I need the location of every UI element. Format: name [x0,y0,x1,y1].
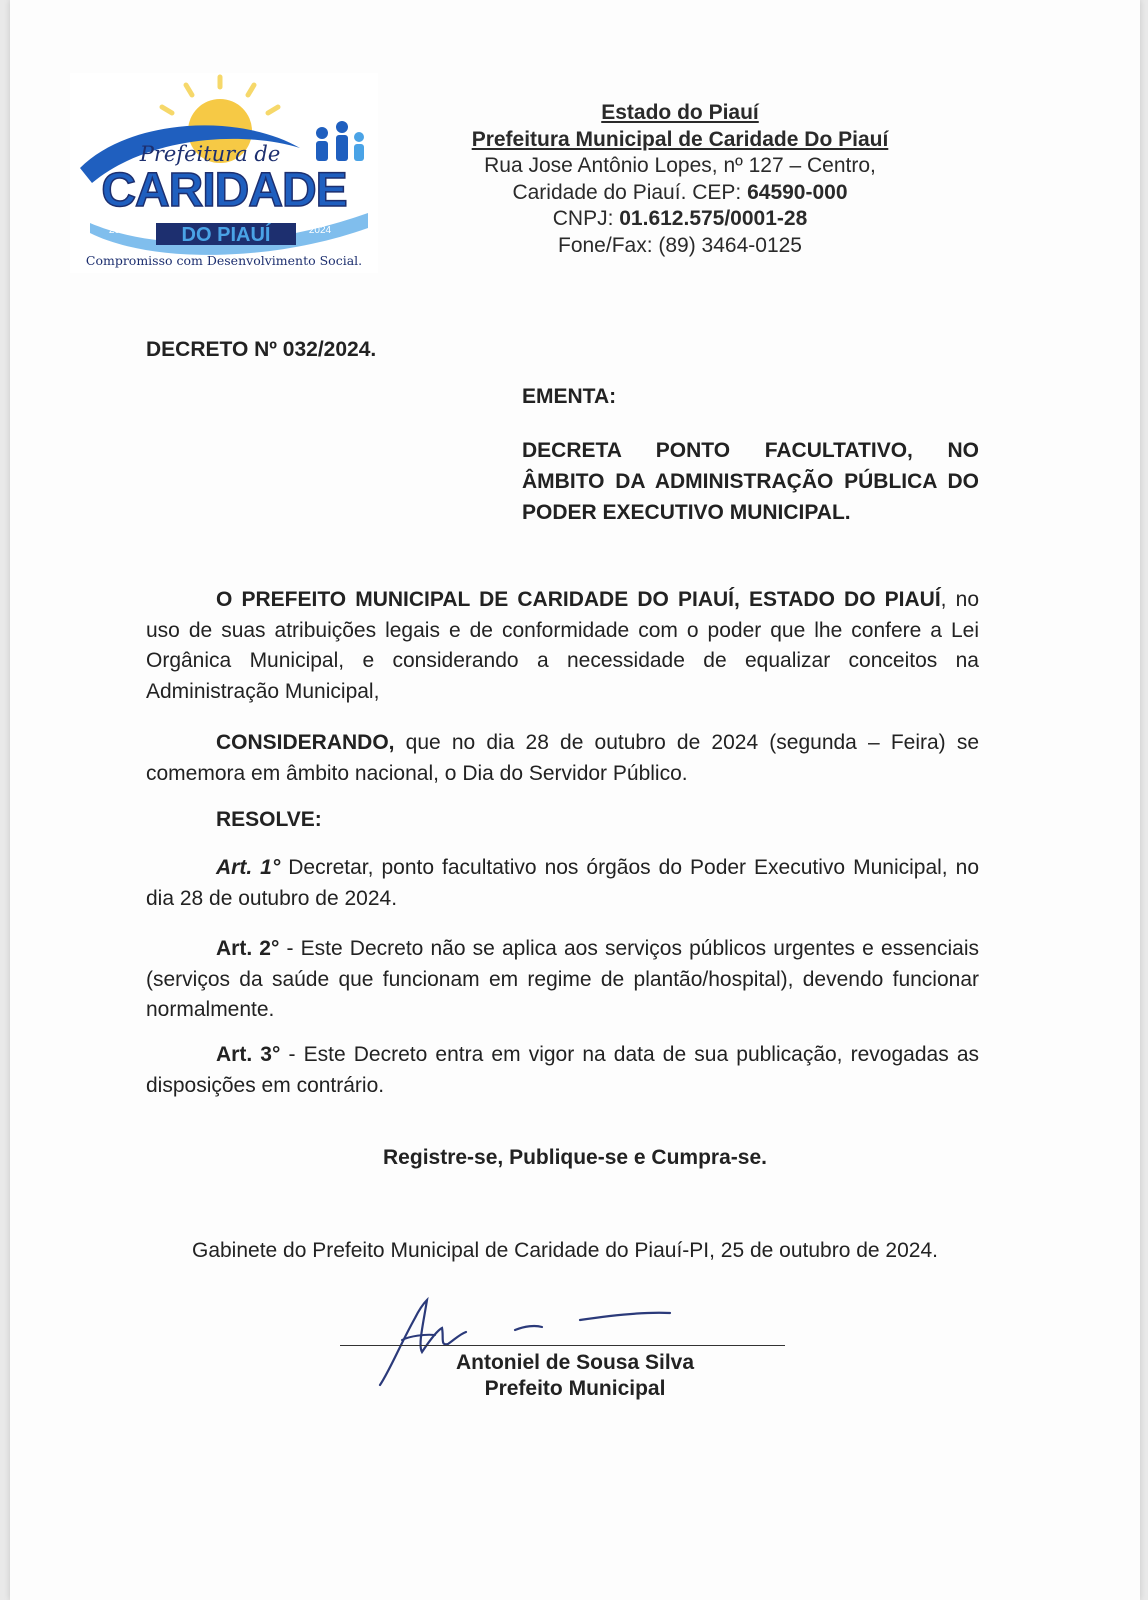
place-and-date: Gabinete do Prefeito Municipal de Caridade do Piauí-PI, 25 de outubro de 2024. [191,1239,938,1262]
logo-line3: DO PIAUÍ [181,224,271,246]
phone-line: Fone/Fax: (89) 3464-0125 [558,233,802,257]
ementa-text: DECRETA PONTO FACULTATIVO, NO ÂMBITO DA ADMINISTRAÇÃO PÚBLICA DO PODER EXECUTIVO MUNICIPAL. [522,439,979,524]
article-3: Art. 3° - Este Decreto entra em vigor na data de sua publicação, revogadas as disposições em contrário. [146,1043,980,1097]
resolve-label: RESOLVE: [216,808,322,831]
ementa-label: EMENTA: [522,385,617,408]
logo-tagline: Compromisso com Desenvolvimento Social. [85,253,363,268]
address-line2: Caridade do Piauí. CEP: 64590-000 [512,180,848,204]
document-page [10,0,1140,1600]
considerando-paragraph: CONSIDERANDO, que no dia 28 de outubro de 2024 (segunda – Feira) se comemora em âmbito nacional, o Dia do Servidor Público. [146,731,979,785]
signer-block [10,1350,1140,1402]
article-2: Art. 2° - Este Decreto não se aplica aos serviços públicos urgentes e essenciais (serviços da saúde que funcionam em regime de plantão/hospital), devendo funcionar normalmente. [146,937,979,1021]
cep-value: 64590-000 [747,180,848,204]
prefeitura-name: Prefeitura Municipal de Caridade Do Piauí [471,127,889,151]
logo-line1: Prefeitura de [139,142,281,166]
address-line1: Rua Jose Antônio Lopes, nº 127 – Centro, [484,154,876,177]
article-1: Art. 1° Decretar, ponto facultativo nos órgãos do Poder Executivo Municipal, no dia 28 de outubro de 2024. [146,856,979,910]
logo-year-left: 2021 [108,225,132,236]
people-icon [316,121,364,161]
letterhead [440,100,920,259]
decree-number: DECRETO Nº 032/2024. [146,338,377,361]
signer-role: Prefeito Municipal [484,1377,666,1400]
cnpj-line: CNPJ: 01.612.575/0001-28 [552,207,808,230]
logo-line2: CARIDADE [101,164,347,217]
cnpj-value: 01.612.575/0001-28 [619,207,808,230]
signer-name: Antoniel de Sousa Silva [455,1351,695,1374]
prefeitura-logo [70,73,378,273]
logo-year-right: 2024 [308,225,332,236]
signature-line [340,1345,785,1346]
state-name: Estado do Piauí [601,101,759,124]
preamble-paragraph: O PREFEITO MUNICIPAL DE CARIDADE DO PIAUÍ, ESTADO DO PIAUÍ, no uso de suas atribuições legais e de conformidade com o poder que lhe confere a Lei Orgânica Municipal, e considerando a necessidade de equalizar conceitos na Administração Municipal, [146,588,979,703]
closing-formula: Registre-se, Publique-se e Cumpra-se. [383,1146,767,1169]
